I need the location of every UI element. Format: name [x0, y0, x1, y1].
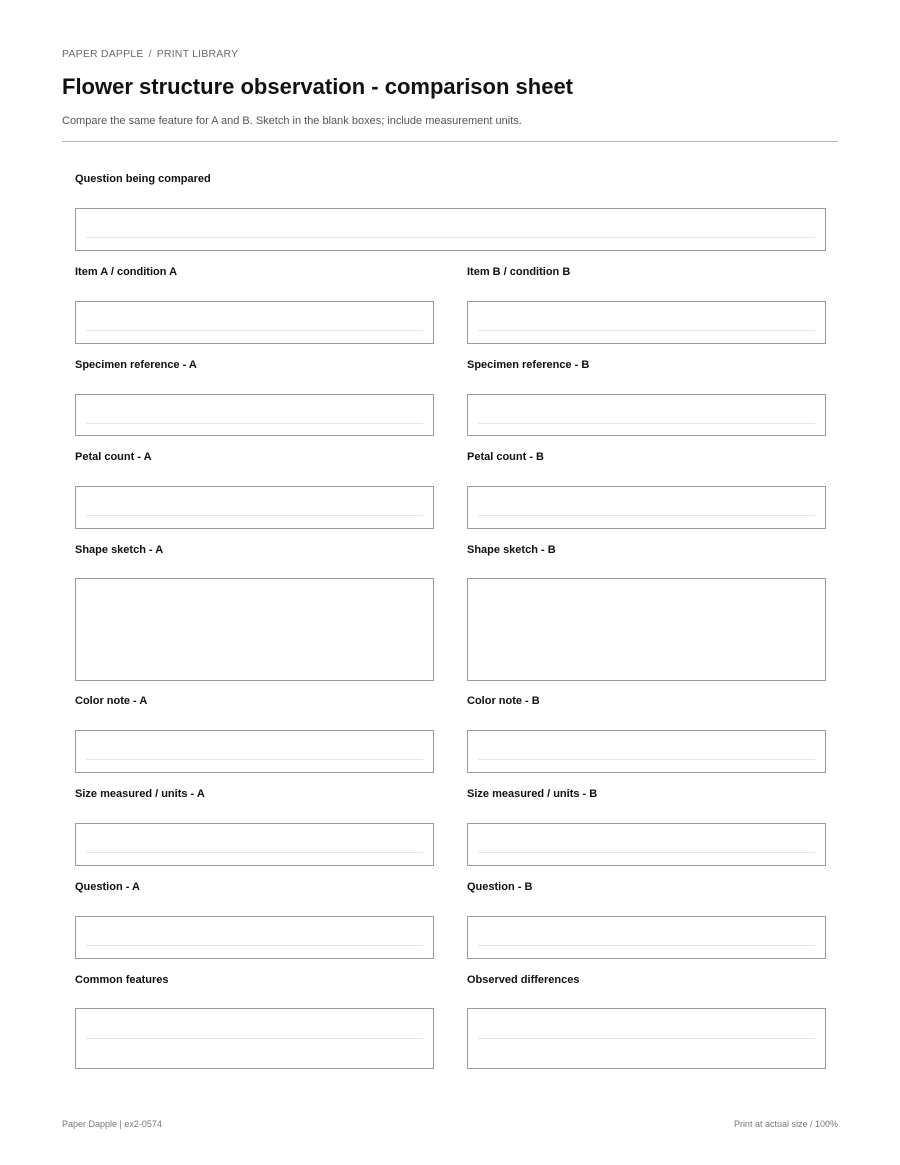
common-features-label: Common features — [75, 974, 169, 986]
writing-line — [478, 852, 815, 853]
specimen-reference-b-label: Specimen reference - B — [467, 359, 590, 371]
header-divider — [62, 141, 838, 142]
observed-differences-field[interactable] — [467, 1008, 826, 1069]
footer-print-note: Print at actual size / 100% — [733, 1119, 838, 1129]
footer-document-id: Paper Dapple | ex2-0574 — [62, 1119, 162, 1129]
page-subtitle: Compare the same feature for A and B. Sketch in the blank boxes; include measurement units. — [62, 115, 522, 127]
writing-line — [478, 759, 815, 760]
petal-count-b-label: Petal count - B — [467, 451, 545, 463]
shape-sketch-a-label: Shape sketch - A — [75, 544, 164, 556]
shape-sketch-a-box[interactable] — [75, 578, 434, 681]
question-a-field[interactable] — [75, 916, 434, 959]
writing-line — [478, 945, 815, 946]
common-features-field[interactable] — [75, 1008, 434, 1069]
question-compared-field[interactable] — [75, 208, 826, 251]
writing-line — [478, 423, 815, 424]
breadcrumb-brand[interactable]: PAPER DAPPLE — [62, 48, 144, 60]
writing-line — [86, 330, 423, 331]
size-measured-a-field[interactable] — [75, 823, 434, 866]
specimen-reference-a-label: Specimen reference - A — [75, 359, 197, 371]
size-measured-b-label: Size measured / units - B — [467, 788, 598, 800]
writing-line — [86, 237, 815, 238]
page-title: Flower structure observation - comparison sheet — [62, 74, 574, 99]
question-b-label: Question - B — [467, 881, 533, 893]
color-note-b-label: Color note - B — [467, 695, 540, 707]
item-a-field[interactable] — [75, 301, 434, 344]
question-b-field[interactable] — [467, 916, 826, 959]
color-note-a-label: Color note - A — [75, 695, 148, 707]
writing-line — [86, 945, 423, 946]
petal-count-a-field[interactable] — [75, 486, 434, 529]
writing-line — [478, 330, 815, 331]
color-note-b-field[interactable] — [467, 730, 826, 773]
petal-count-a-label: Petal count - A — [75, 451, 152, 463]
breadcrumb-separator: / — [148, 48, 152, 60]
size-measured-a-label: Size measured / units - A — [75, 788, 205, 800]
writing-line — [86, 852, 423, 853]
writing-line — [86, 515, 423, 516]
writing-line — [86, 759, 423, 760]
item-b-label: Item B / condition B — [467, 266, 571, 278]
breadcrumb — [62, 48, 238, 60]
writing-line — [86, 423, 423, 424]
shape-sketch-b-box[interactable] — [467, 578, 826, 681]
size-measured-b-field[interactable] — [467, 823, 826, 866]
item-a-label: Item A / condition A — [75, 266, 178, 278]
specimen-reference-b-field[interactable] — [467, 394, 826, 436]
petal-count-b-field[interactable] — [467, 486, 826, 529]
question-compared-label: Question being compared — [75, 173, 211, 185]
writing-line — [86, 1038, 423, 1039]
item-b-field[interactable] — [467, 301, 826, 344]
specimen-reference-a-field[interactable] — [75, 394, 434, 436]
breadcrumb-section[interactable]: PRINT LIBRARY — [156, 48, 239, 60]
color-note-a-field[interactable] — [75, 730, 434, 773]
observed-differences-label: Observed differences — [467, 974, 580, 986]
writing-line — [478, 1038, 815, 1039]
question-a-label: Question - A — [75, 881, 140, 893]
writing-line — [478, 515, 815, 516]
shape-sketch-b-label: Shape sketch - B — [467, 544, 556, 556]
